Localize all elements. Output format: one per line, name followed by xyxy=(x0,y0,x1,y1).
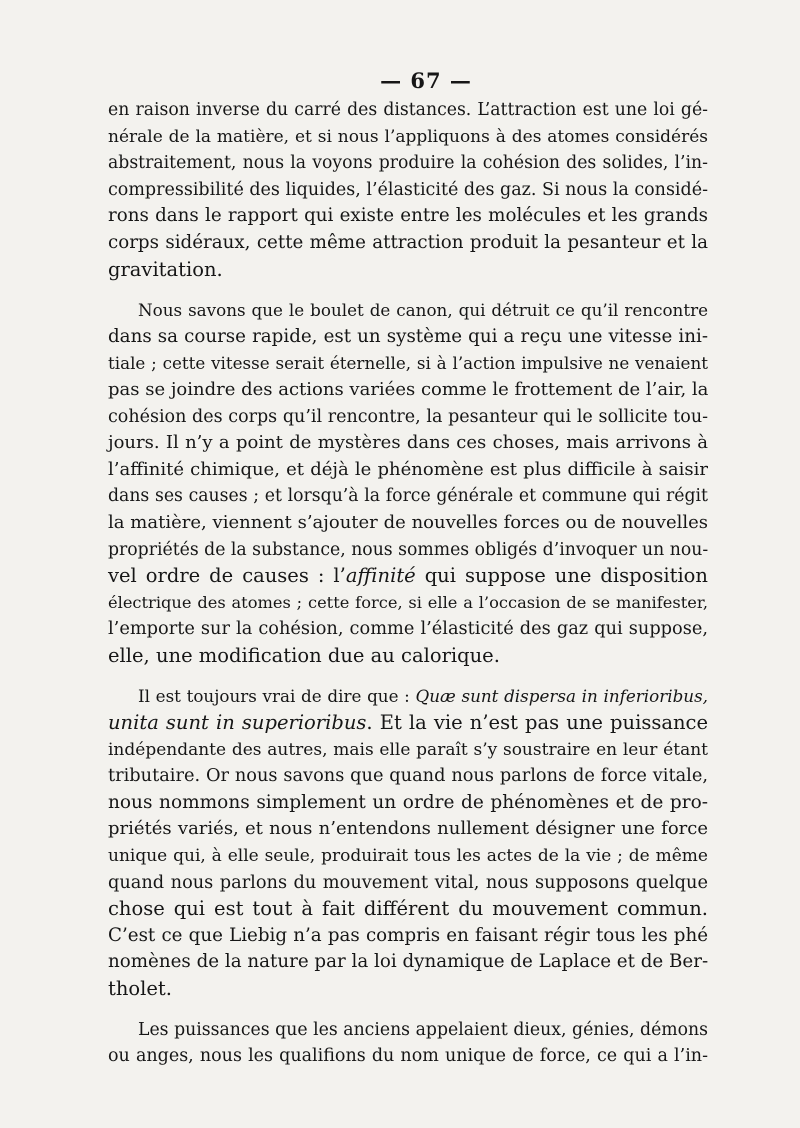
paragraph-4 xyxy=(108,1017,708,1070)
paragraph-1 xyxy=(108,97,708,283)
text-line: unique qui, à elle seule, produirait tous les actes de la vie ; de même xyxy=(108,846,708,867)
text-fragment: qui suppose une disposition xyxy=(415,564,708,588)
text-line: pas se joindre des actions variées comme le frottement de l’air, la xyxy=(108,378,709,400)
paragraph-2 xyxy=(108,297,708,669)
text-line: chose qui est tout à fait différent du mouvement commun. xyxy=(108,897,708,921)
text-line: ou anges, nous les qualifions du nom unique de force, ce qui a l’in- xyxy=(108,1046,708,1067)
text-line: gravitation. xyxy=(108,257,223,281)
text-line: C’est ce que Liebig n’a pas compris en faisant régir tous les phé xyxy=(108,924,708,946)
page-number: — 67 — xyxy=(380,68,472,93)
text-line: nous nommons simplement un ordre de phénomènes et de pro- xyxy=(108,791,708,813)
text-line: jours. Il n’y a point de mystères dans ces choses, mais arrivons à xyxy=(108,432,708,454)
text-line: propriétés de la substance, nous sommes obligés d’invoquer un nou- xyxy=(108,539,709,560)
text-line: tributaire. Or nous savons que quand nous parlons de force vitale, xyxy=(108,766,708,787)
text-line: Les puissances que les anciens appelaient dieux, génies, démons xyxy=(138,1019,708,1040)
text-line: dans sa course rapide, est un système qui a reçu une vitesse ini- xyxy=(108,325,708,347)
text-line: Nous savons que le boulet de canon, qui détruit ce qu’il rencontre xyxy=(138,300,708,321)
text-line: corps sidéraux, cette même attraction produit la pesanteur et la xyxy=(108,231,708,253)
text-line-latin-2 xyxy=(108,710,708,737)
text-line: l’affinité chimique, et déjà le phénomène est plus difficile à saisir xyxy=(108,458,708,480)
text-line: indépendante des autres, mais elle paraît s’y soustraire en leur étant xyxy=(108,739,708,760)
text-line: tholet. xyxy=(108,977,172,1000)
text-line: la matière, viennent s’ajouter de nouvelles forces ou de nouvelles xyxy=(108,511,708,533)
text-line: priétés variés, et nous n’entendons nullement désigner une force xyxy=(108,818,708,840)
text-fragment: . Et la vie n’est pas une puissance xyxy=(366,711,708,735)
latin-quote: unita sunt in superioribus xyxy=(108,711,367,735)
text-line: abstraitement, nous la voyons produire la cohésion des solides, l’in- xyxy=(108,153,708,174)
text-line: électrique des atomes ; cette force, si elle a l’occasion de se manifester, xyxy=(108,592,708,612)
text-line: l’emporte sur la cohésion, comme l’élasticité des gaz qui suppose, xyxy=(108,619,708,640)
text-line: rons dans le rapport qui existe entre les molécules et les grands xyxy=(108,205,708,227)
text-line: compressibilité des liquides, l’élasticité des gaz. Si nous la considé- xyxy=(108,179,708,200)
latin-quote: Quæ sunt dispersa in inferioribus, xyxy=(415,686,709,707)
text-line: elle, une modification due au calorique. xyxy=(108,643,500,667)
text-fragment: vel ordre de causes : l’ xyxy=(108,564,346,588)
text-line: cohésion des corps qu’il rencontre, la pesanteur qui le sollicite tou- xyxy=(108,406,708,427)
paragraph-3 xyxy=(108,683,708,1002)
text-line: tiale ; cette vitesse serait éternelle, si à l’action impulsive ne venaient xyxy=(108,353,708,374)
italic-term: affinité xyxy=(345,564,416,588)
text-line-latin-1 xyxy=(108,683,708,710)
text-line: nomènes de la nature par la loi dynamique de Laplace et de Ber- xyxy=(108,951,709,973)
text-line: nérale de la matière, et si nous l’appliquons à des atomes considérés xyxy=(108,126,708,147)
text-fragment: Il est toujours vrai de dire que : xyxy=(138,686,416,707)
text-line: en raison inverse du carré des distances. L’attraction est une loi gé- xyxy=(108,100,708,120)
text-line-affinite xyxy=(108,563,708,590)
text-line: quand nous parlons du mouvement vital, nous supposons quelque xyxy=(108,872,708,893)
body-text xyxy=(108,97,708,1070)
text-line: dans ses causes ; et lorsqu’à la force générale et commune qui régit xyxy=(108,486,708,507)
